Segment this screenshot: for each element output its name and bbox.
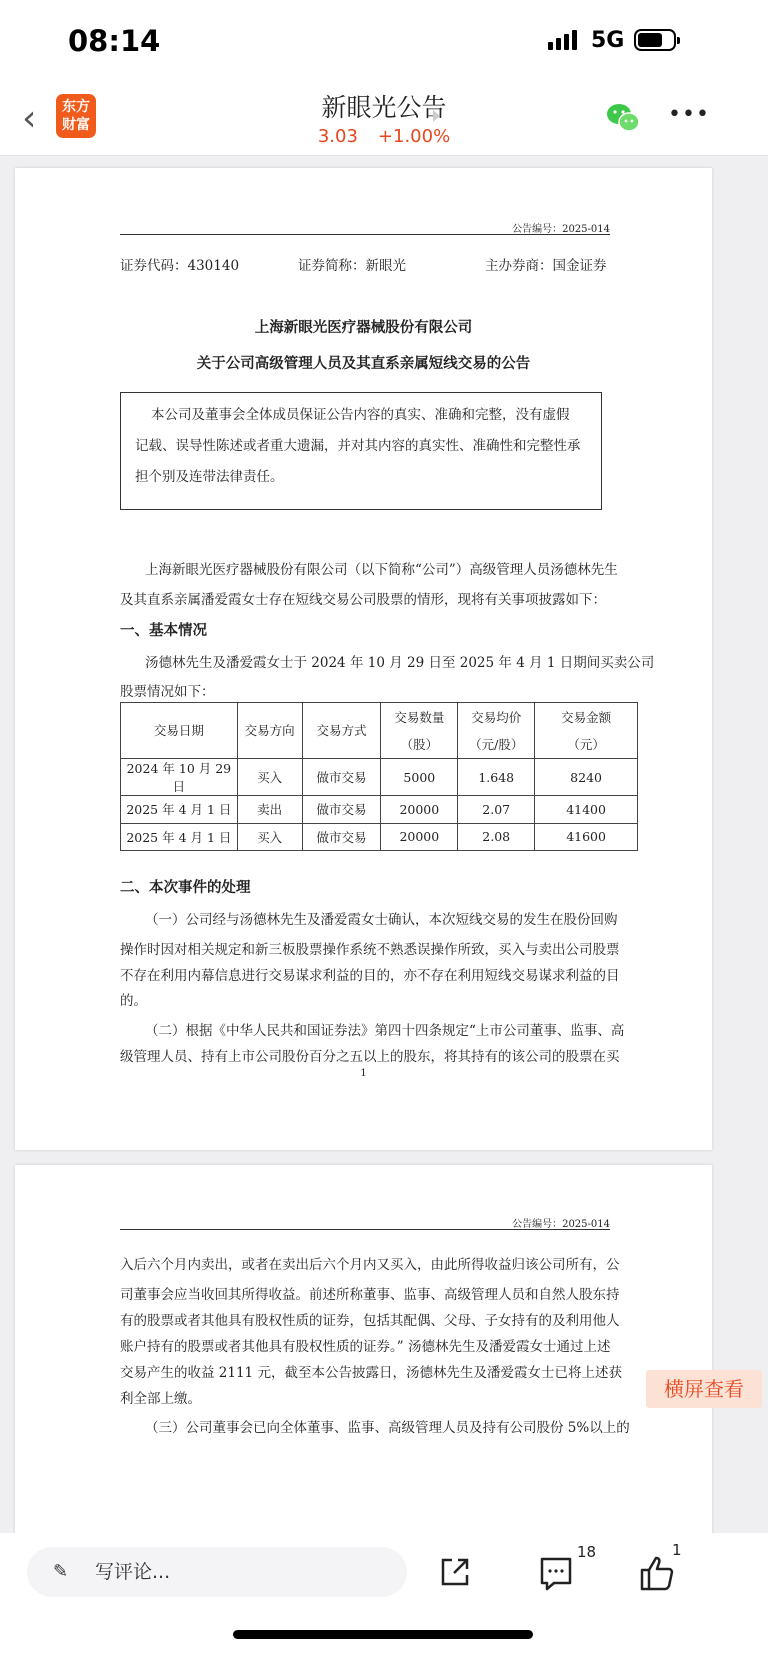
security-code: 证券代码：430140 <box>120 258 240 274</box>
cell: 2025 年 4 月 1 日 <box>121 796 238 824</box>
cell: 做市交易 <box>302 759 381 796</box>
cell: 20000 <box>381 796 458 824</box>
notice-number: 公告编号：2025-014 <box>512 224 610 235</box>
body-line: 账户持有的股票或者其他具有股权性质的证券。” 汤德林先生及潘爱霞女士通过上述 <box>120 1339 611 1355</box>
cell: 8240 <box>535 759 638 796</box>
cell: 卖出 <box>237 796 302 824</box>
body-line: 不存在利用内幕信息进行交易谋求利益的目的，亦不存在利用短线交易谋求利益的目 <box>120 968 620 984</box>
col-header: 交易均价 （元/股） <box>458 703 535 759</box>
cell: 做市交易 <box>302 823 381 851</box>
basic-line: 汤德林先生及潘爱霞女士于 2024 年 10 月 29 日至 2025 年 4 月 1 日期间买卖公司 <box>145 655 655 671</box>
cell: 买入 <box>237 759 302 796</box>
table-header-row <box>121 703 638 759</box>
body-line: 入后六个月内卖出，或者在卖出后六个月内又买入，由此所得收益归该公司所有，公 <box>120 1257 620 1273</box>
doc-title: 上海新眼光医疗器械股份有限公司 <box>254 319 473 336</box>
disclaimer-line: 记载、误导性陈述或者重大遗漏，并对其内容的真实性、准确性和完整性承 <box>135 438 581 454</box>
cell: 5000 <box>381 759 458 796</box>
like-icon[interactable] <box>640 1555 674 1591</box>
trade-table <box>120 702 638 851</box>
cell: 2024 年 10 月 29 日 <box>121 759 238 796</box>
share-icon[interactable] <box>440 1557 470 1587</box>
comment-count: 18 <box>577 1543 597 1561</box>
logo-text: 财富 <box>62 117 90 133</box>
section-heading-1: 一、基本情况 <box>120 622 207 639</box>
body-line: 操作时因对相关规定和新三板股票操作系统不熟悉误操作所致，买入与卖出公司股票 <box>120 942 620 958</box>
stock-price: 3.03 <box>317 126 358 147</box>
landscape-view-button[interactable]: 横屏查看 <box>646 1370 762 1408</box>
chevron-right-icon[interactable] <box>433 110 440 122</box>
page-title: 新眼光公告 <box>321 93 447 122</box>
bottom-bar <box>0 1533 768 1662</box>
document-page-2 <box>15 1165 712 1585</box>
status-bar <box>0 0 768 80</box>
col-header: 交易数量 （股） <box>381 703 458 759</box>
signal-icon <box>548 30 577 50</box>
sponsor: 主办券商：国金证券 <box>485 258 607 274</box>
notice-number: 公告编号：2025-014 <box>512 1219 610 1230</box>
stock-quote[interactable] <box>0 126 768 147</box>
pencil-icon: ✎ <box>53 1561 69 1582</box>
disclaimer-line: 担个别及连带法律责任。 <box>135 469 284 485</box>
disclaimer-box <box>120 392 602 510</box>
cell: 2025 年 4 月 1 日 <box>121 823 238 851</box>
more-icon[interactable]: ••• <box>668 102 710 127</box>
body-line: 级管理人员、持有上市公司股份百分之五以上的股东，将其持有的该公司的股票在买 <box>120 1049 620 1065</box>
table-row <box>121 796 638 824</box>
table-row <box>121 759 638 796</box>
divider <box>120 234 610 235</box>
cell: 20000 <box>381 823 458 851</box>
comment-input[interactable] <box>27 1547 407 1597</box>
nav-header <box>0 80 768 156</box>
cell: 1.648 <box>458 759 535 796</box>
intro-line: 及其直系亲属潘爱霞女士存在短线交易公司股票的情形，现将有关事项披露如下： <box>120 592 606 608</box>
logo-text: 东方 <box>62 99 90 115</box>
disclaimer-line: 本公司及董事会全体成员保证公告内容的真实、准确和完整，没有虚假 <box>151 407 570 423</box>
basic-line: 股票情况如下： <box>120 684 215 700</box>
cell: 做市交易 <box>302 796 381 824</box>
cell: 2.08 <box>458 823 535 851</box>
body-line: 利全部上缴。 <box>120 1391 201 1407</box>
clock: 08:14 <box>68 24 161 58</box>
wechat-share-icon[interactable] <box>605 102 641 134</box>
body-line: 交易产生的收益 2111 元，截至本公告披露日，汤德林先生及潘爱霞女士已将上述获 <box>120 1365 622 1381</box>
page-number: 1 <box>360 1068 367 1079</box>
cell: 41600 <box>535 823 638 851</box>
home-indicator[interactable] <box>233 1630 533 1639</box>
divider <box>120 1229 610 1230</box>
comment-icon[interactable] <box>540 1557 572 1591</box>
col-header: 交易方向 <box>237 703 302 759</box>
col-header: 交易方式 <box>302 703 381 759</box>
battery-icon <box>634 29 676 51</box>
body-line: （二）根据《中华人民共和国证券法》第四十四条规定“上市公司董事、监事、高 <box>145 1023 625 1039</box>
body-line: 有的股票或者其他具有股权性质的证券，包括其配偶、父母、子女持有的及利用他人 <box>120 1313 620 1329</box>
col-header: 交易日期 <box>121 703 238 759</box>
body-line: （三）公司董事会已向全体董事、监事、高级管理人员及持有公司股份 5%以上的 <box>145 1420 630 1436</box>
like-count: 1 <box>672 1541 682 1559</box>
body-line: （一）公司经与汤德林先生及潘爱霞女士确认，本次短线交易的发生在股份回购 <box>145 912 618 928</box>
security-name: 证券简称：新眼光 <box>298 258 406 274</box>
col-header: 交易金额 （元） <box>535 703 638 759</box>
section-heading-2: 二、本次事件的处理 <box>120 879 251 896</box>
network-type: 5G <box>591 28 625 53</box>
cell: 2.07 <box>458 796 535 824</box>
intro-line: 上海新眼光医疗器械股份有限公司（以下简称“公司”）高级管理人员汤德林先生 <box>145 562 618 578</box>
body-line: 的。 <box>120 993 147 1009</box>
table-row <box>121 823 638 851</box>
cell: 买入 <box>237 823 302 851</box>
back-icon[interactable]: ‹ <box>22 98 37 139</box>
stock-change: +1.00% <box>377 126 451 147</box>
cell: 41400 <box>535 796 638 824</box>
comment-placeholder: 写评论... <box>95 1561 171 1583</box>
document-page-1 <box>15 168 712 1150</box>
body-line: 司董事会应当收回其所得收益。前述所称董事、监事、高级管理人员和自然人股东持 <box>120 1287 620 1303</box>
doc-subtitle: 关于公司高级管理人员及其直系亲属短线交易的公告 <box>196 355 531 372</box>
